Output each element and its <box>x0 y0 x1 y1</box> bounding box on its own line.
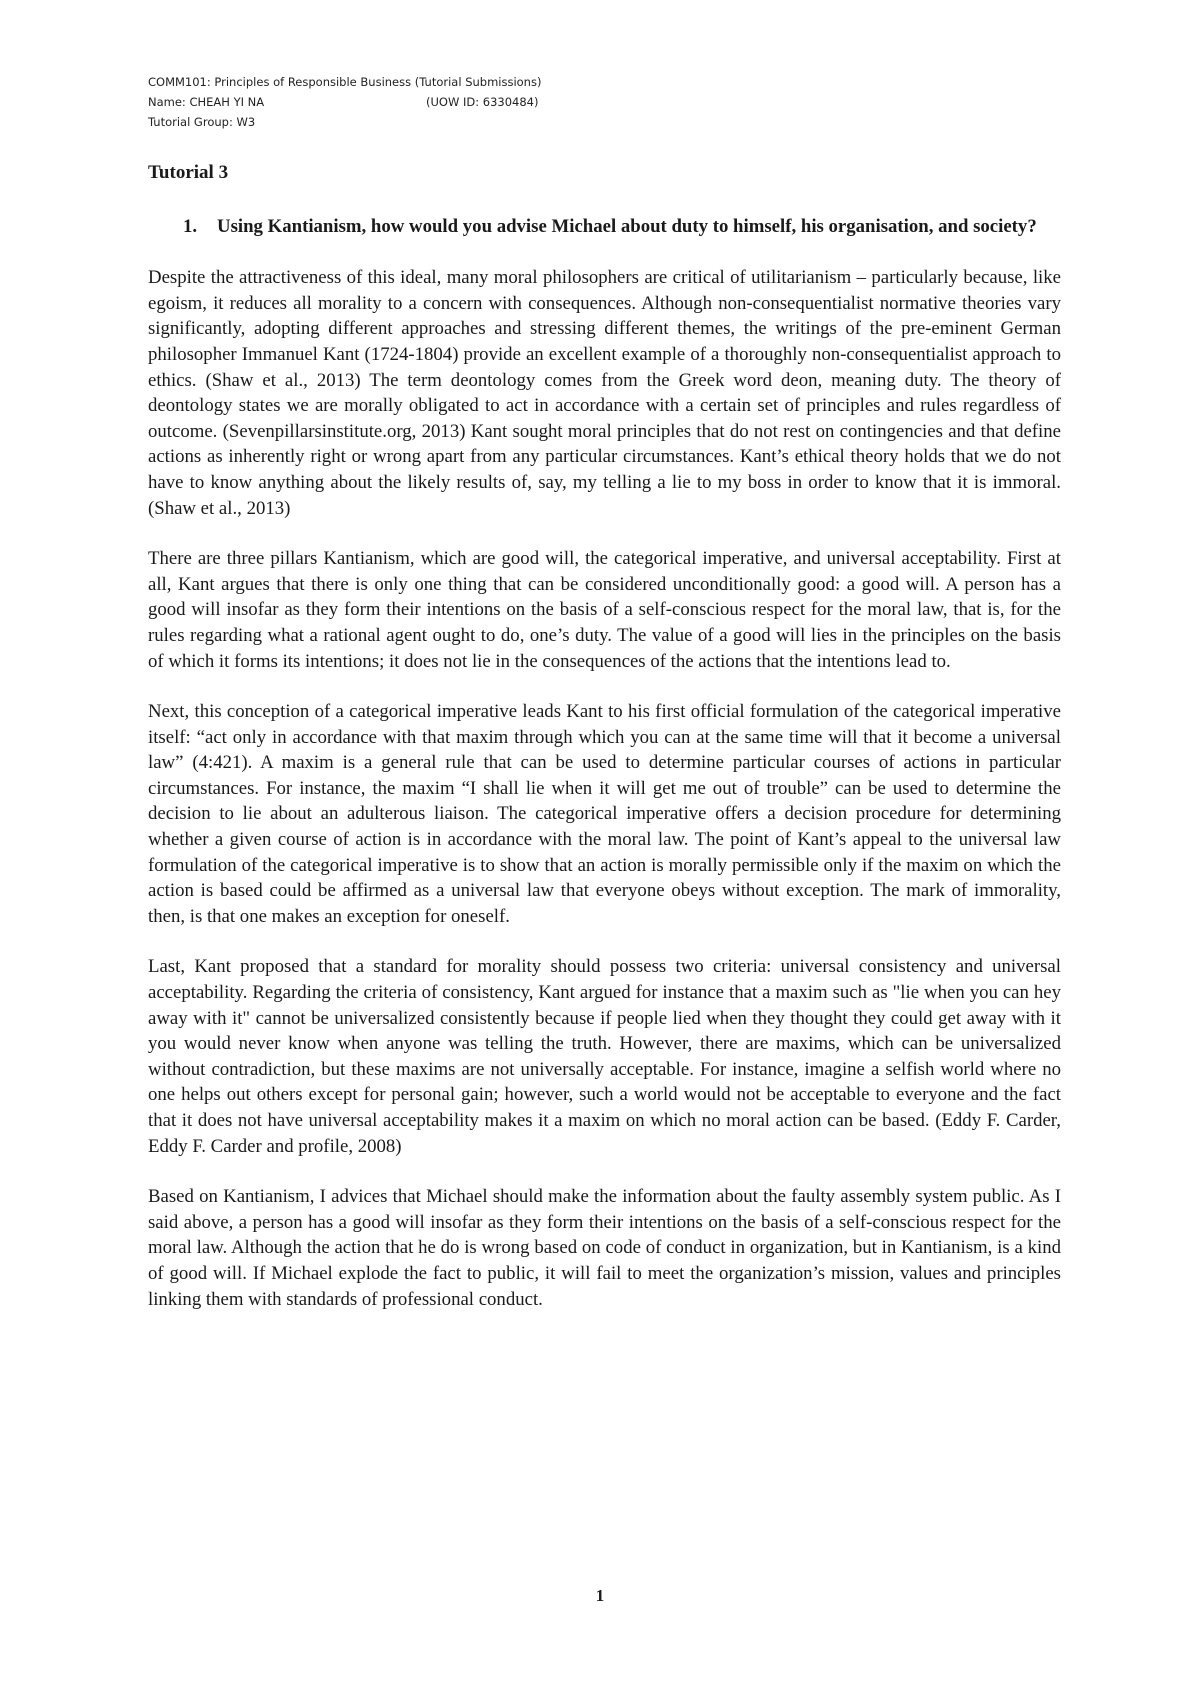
tutorial-group: Tutorial Group: W3 <box>148 115 256 129</box>
document-body <box>148 160 1061 1337</box>
paragraph-categorical-imperative: Next, this conception of a categorical imperative leads Kant to his first official formulation of the categorical imperative itself: “act only in accordance with that maxim through which you can at the same time will that it become a universal law” (4:421). A maxim is a general rule that can be used to determine particular courses of actions in particular circumstances. For instance, the maxim “I shall lie when it will get me out of trouble” can be used to determine the decision to lie about an adulterous liaison. The categorical imperative offers a decision procedure for determining whether a given course of action is in accordance with the moral law. The point of Kant’s appeal to the universal law formulation of the categorical imperative is to show that an action is morally permissible only if the maxim on which the action is based could be affirmed as a universal law that everyone obeys without exception. The mark of immorality, then, is that one makes an exception for oneself. <box>148 701 1061 927</box>
course-line: COMM101: Principles of Responsible Business (Tutorial Submissions) <box>148 75 542 89</box>
paragraph-three-pillars: There are three pillars Kantianism, which are good will, the categorical imperative, and universal acceptability. First at all, Kant argues that there is only one thing that can be considered unconditionally good: a good will. A person has a good will insofar as they form their intentions on the basis of a self-conscious respect for the moral law, that is, for the rules regarding what a rational agent ought to do, one’s duty. The value of a good will lies in the principles on the basis of which it forms its intentions; it does not lie in the consequences of the actions that the intentions lead to. <box>148 548 1061 672</box>
paragraph-advice: Based on Kantianism, I advices that Michael should make the information about the faulty assembly system public. As I said above, a person has a good will insofar as they form their intentions on the basis of a self-conscious respect for the moral law. Although the action that he do is wrong based on code of conduct in organization, but in Kantianism, is a kind of good will. If Michael explode the fact to public, it will fail to meet the organization’s mission, values and principles linking them with standards of professional conduct. <box>148 1186 1061 1310</box>
paragraph-universal-acceptability: Last, Kant proposed that a standard for morality should possess two criteria: universal consistency and universal acceptability. Regarding the criteria of consistency, Kant argued for instance that a maxim such as "lie when you can hey away with it" cannot be universalized consistently because if people lied when they thought they could get away with it you would never know when anyone was telling the truth. However, there are maxims, which can be universalized without contradiction, but these maxims are not universally acceptable. For instance, imagine a selfish world where no one helps out others except for personal gain; however, such a world would not be acceptable to everyone and the fact that it does not have universal acceptability makes it a maxim on which no moral action can be based. (Eddy F. Carder, Eddy F. Carder and profile, 2008) <box>148 956 1061 1157</box>
document-header <box>148 72 541 132</box>
page-number: 1 <box>595 1586 605 1605</box>
page-title: Tutorial 3 <box>148 162 229 183</box>
uow-id: (UOW ID: 6330484) <box>426 95 539 109</box>
paragraph-intro: Despite the attractiveness of this ideal, many moral philosophers are critical of utilitarianism – particularly because, like egoism, it reduces all morality to a concern with consequences. Although non-consequentialist normative theories vary significantly, adopting different approaches and stressing different themes, the writings of the pre-eminent German philosopher Immanuel Kant (1724-1804) provide an excellent example of a thoroughly non-consequentialist approach to ethics. (Shaw et al., 2013) The term deontology comes from the Greek word deon, meaning duty. The theory of deontology states we are morally obligated to act in accordance with a certain set of principles and rules regardless of outcome. (Sevenpillarsinstitute.org, 2013) Kant sought moral principles that do not rest on contingencies and that define actions as inherently right or wrong apart from any particular circumstances. Kant’s ethical theory holds that we do not have to know anything about the likely results of, say, my telling a lie to my boss in order to know that it is immoral. (Shaw et al., 2013) <box>148 267 1061 519</box>
question-item <box>148 214 1061 240</box>
question-number: 1. <box>183 215 198 237</box>
student-name: Name: CHEAH YI NA <box>148 95 265 109</box>
name-line <box>148 92 541 112</box>
question-text: Using Kantianism, how would you advise Michael about duty to himself, his organisation, and society? <box>217 215 1037 237</box>
